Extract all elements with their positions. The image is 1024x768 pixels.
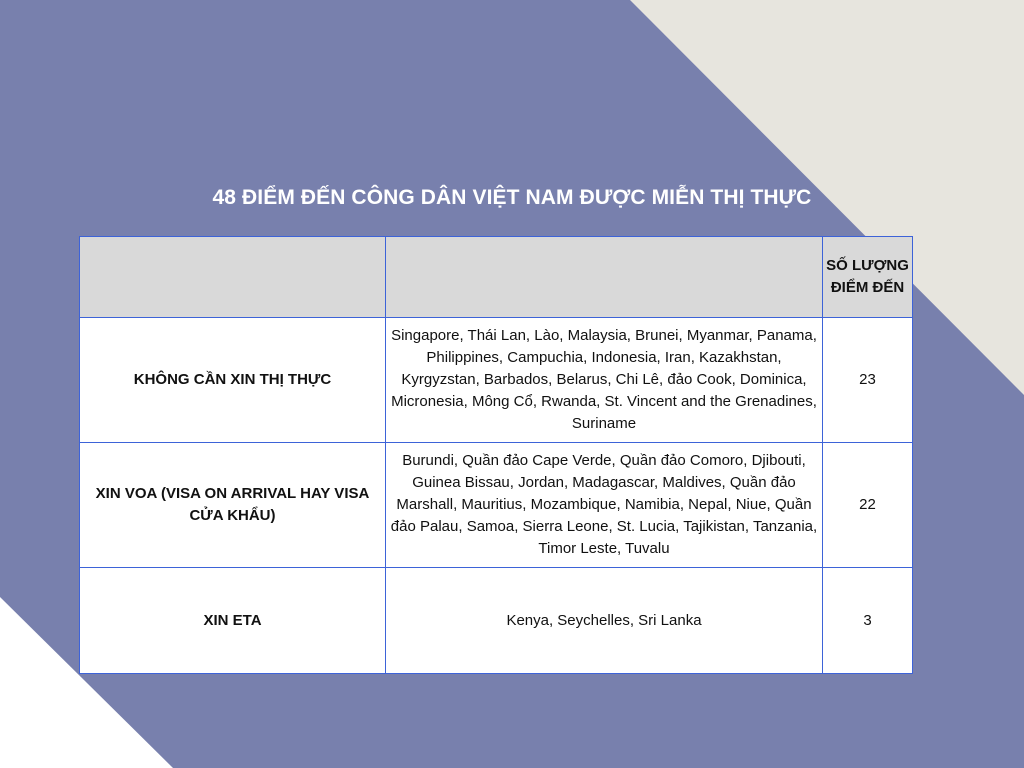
page-title: 48 ĐIỂM ĐẾN CÔNG DÂN VIỆT NAM ĐƯỢC MIỄN THỊ THỰC	[212, 186, 812, 209]
visa-table	[79, 236, 913, 674]
header-cell-destinations	[386, 237, 823, 318]
row-count: 22	[823, 443, 913, 568]
table-row	[80, 443, 913, 568]
table-row	[80, 568, 913, 674]
row-destinations: Kenya, Seychelles, Sri Lanka	[386, 568, 823, 674]
row-category: KHÔNG CẦN XIN THỊ THỰC	[80, 318, 386, 443]
header-count-line1: SỐ LƯỢNG	[826, 257, 909, 274]
table-header-row	[80, 237, 913, 318]
row-destinations: Burundi, Quần đảo Cape Verde, Quần đảo Comoro, Djibouti, Guinea Bissau, Jordan, Madagascar, Maldives, Quần đảo Marshall, Mauritius, Mozambique, Namibia, Nepal, Niue, Quần đảo Palau, Samoa, Sierra Leone, St. Lucia, Tajikistan, Tanzania, Timor Leste, Tuvalu	[386, 443, 823, 568]
row-count: 23	[823, 318, 913, 443]
header-cell-count	[823, 237, 913, 318]
row-count: 3	[823, 568, 913, 674]
header-cell-category	[80, 237, 386, 318]
row-category: XIN VOA (VISA ON ARRIVAL HAY VISA CỬA KHẨU)	[80, 443, 386, 568]
header-count-line2: ĐIỂM ĐẾN	[830, 279, 905, 296]
row-destinations: Singapore, Thái Lan, Lào, Malaysia, Brunei, Myanmar, Panama, Philippines, Campuchia, Indonesia, Iran, Kazakhstan, Kyrgyzstan, Barbados, Belarus, Chi Lê, đảo Cook, Dominica, Micronesia, Mông Cổ, Rwanda, St. Vincent and the Grenadines, Suriname	[386, 318, 823, 443]
row-category: XIN ETA	[80, 568, 386, 674]
table-row	[80, 318, 913, 443]
